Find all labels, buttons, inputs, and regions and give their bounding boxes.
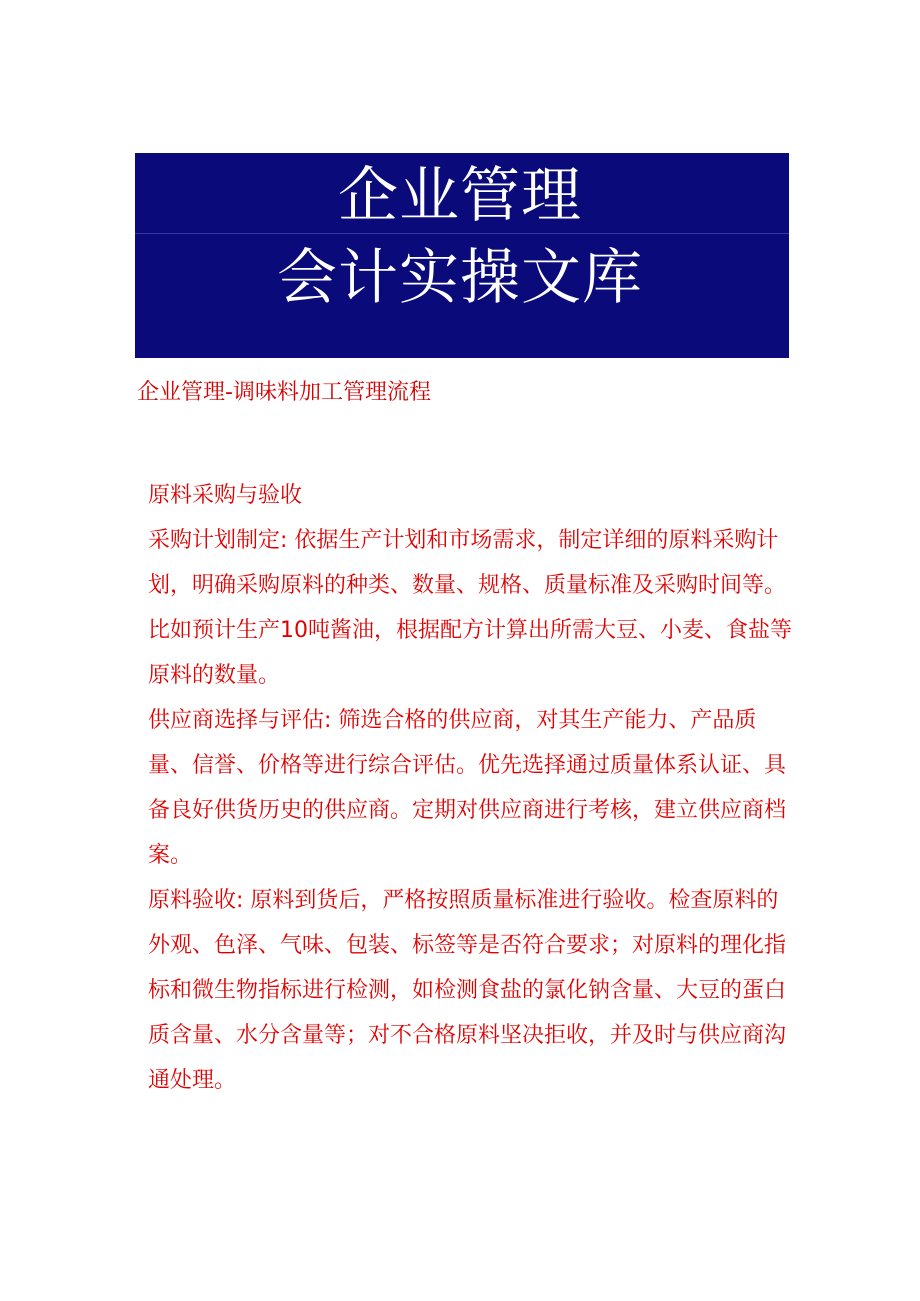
paragraph-procurement-plan: 采购计划制定: 依据生产计划和市场需求，制定详细的原料采购计划，明确采购原料的种类、数量、规格、质量标准及采购时间等。比如预计生产10吨酱油，根据配方计算出所需大豆、小麦、食盐等原料的数量。 [148,528,792,688]
banner-divider [135,233,789,234]
banner-title-line-2: 会计实操文库 [277,243,643,313]
banner-title-line-1: 企业管理 [338,161,582,231]
document-body [137,473,792,1103]
paragraph-supplier-evaluation: 供应商选择与评估: 筛选合格的供应商，对其生产能力、产品质量、信誉、价格等进行综合评估。优先选择通过质量体系认证、具备良好供货历史的供应商。定期对供应商进行考核，建立供应商档案。 [148,708,787,868]
document-title: 企业管理-调味料加工管理流程 [137,380,431,405]
paragraph-material-inspection: 原料验收: 原料到货后，严格按照质量标准进行验收。检查原料的外观、色泽、气味、包装、标签等是否符合要求；对原料的理化指标和微生物指标进行检测，如检测食盐的氯化钠含量、大豆的蛋白质含量、水分含量等；对不合格原料坚决拒收，并及时与供应商沟通处理。 [148,888,787,1093]
section-heading: 原料采购与验收 [148,483,303,508]
